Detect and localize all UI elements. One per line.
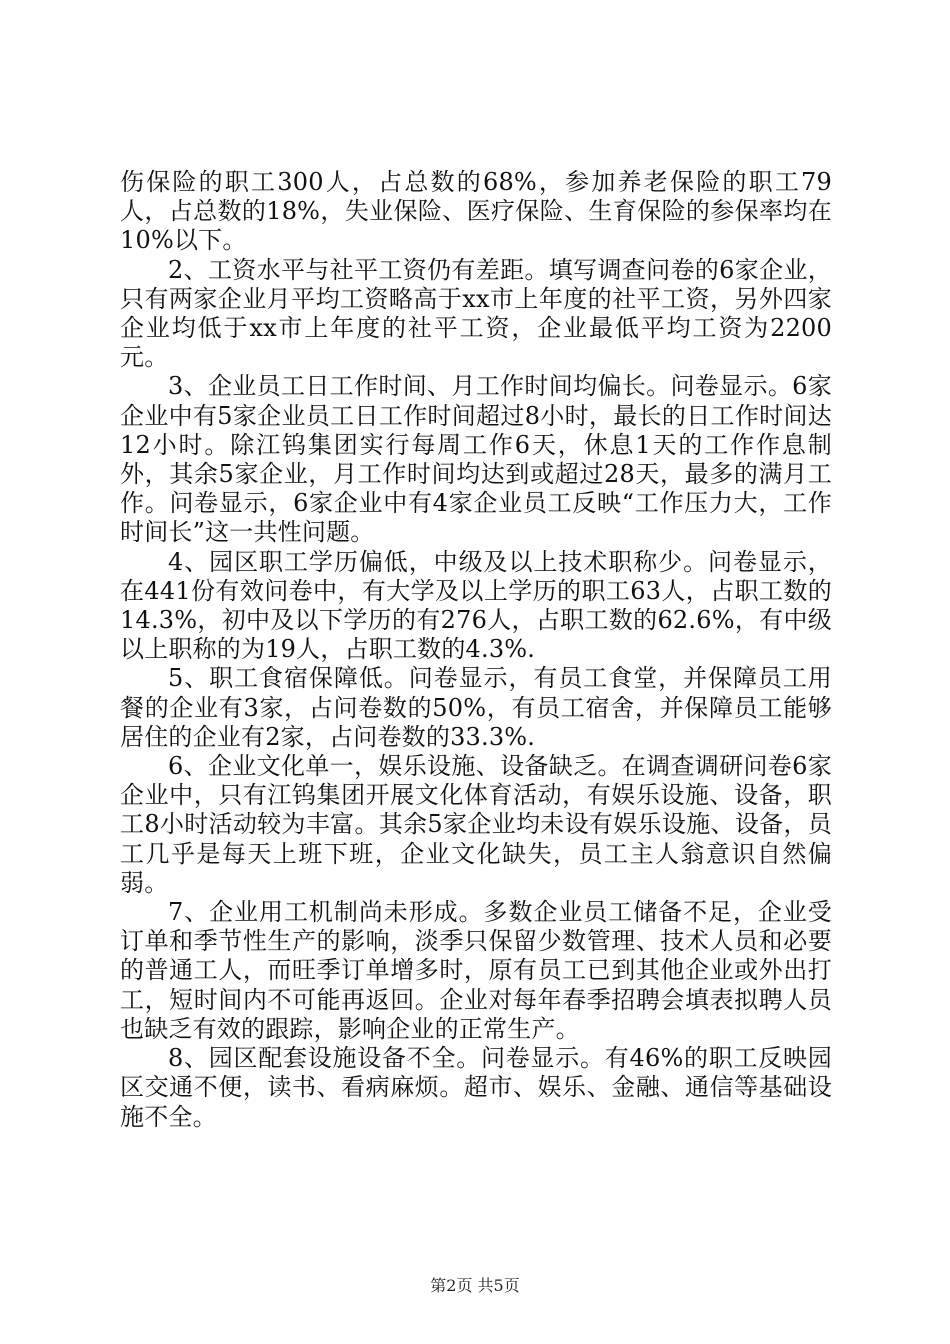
- paragraph-item-6: 6、企业文化单一，娱乐设施、设备缺乏。在调查调研问卷6家企业中，只有江钨集团开展文化体育活动，有娱乐设施、设备，职工8小时活动较为丰富。其余5家企业均未设有娱乐设施、设备，员工几乎是每天上班下班，企业文化缺失，员工主人翁意识自然偏弱。: [120, 752, 832, 897]
- paragraph-item-5: 5、职工食宿保障低。问卷显示，有员工食堂，并保障员工用餐的企业有3家，占问卷数的50%，有员工宿舍，并保障员工能够居住的企业有2家，占问卷数的33.3%.: [120, 664, 832, 751]
- paragraph-item-3: 3、企业员工日工作时间、月工作时间均偏长。问卷显示。6家企业中有5家企业员工日工作时间超过8小时，最长的日工作时间达12小时。除江钨集团实行每周工作6天，休息1天的工作作息制外，其余5家企业，月工作时间均达到或超过28天，最多的满月工作。问卷显示，6家企业中有4家企业员工反映“工作压力大，工作时间长”这一共性问题。: [120, 372, 832, 547]
- paragraph-item-7: 7、企业用工机制尚未形成。多数企业员工储备不足，企业受订单和季节性生产的影响，淡季只保留少数管理、技术人员和必要的普通工人，而旺季订单增多时，原有员工已到其他企业或外出打工，短时间内不可能再返回。企业对每年春季招聘会填表拟聘人员也缺乏有效的跟踪，影响企业的正常生产。: [120, 898, 832, 1043]
- paragraph-item-2: 2、工资水平与社平工资仍有差距。填写调查问卷的6家企业，只有两家企业月平均工资略高于xx市上年度的社平工资，另外四家企业均低于xx市上年度的社平工资，企业最低平均工资为2200元。: [120, 255, 832, 372]
- paragraph-continuation: 伤保险的职工300人，占总数的68%，参加养老保险的职工79人，占总数的18%，失业保险、医疗保险、生育保险的参保率均在10%以下。: [120, 168, 832, 255]
- paragraph-item-8: 8、园区配套设施设备不全。问卷显示。有46%的职工反映园区交通不便，读书、看病麻烦。超市、娱乐、金融、通信等基础设施不全。: [120, 1044, 832, 1131]
- page-number-footer: 第2页 共5页: [430, 1276, 520, 1295]
- paragraph-item-4: 4、园区职工学历偏低，中级及以上技术职称少。问卷显示，在441份有效问卷中，有大学及以上学历的职工63人，占职工数的14.3%，初中及以下学历的有276人，占职工数的62.6%，有中级以上职称的为19人，占职工数的4.3%.: [120, 547, 832, 664]
- document-body: [120, 168, 832, 1132]
